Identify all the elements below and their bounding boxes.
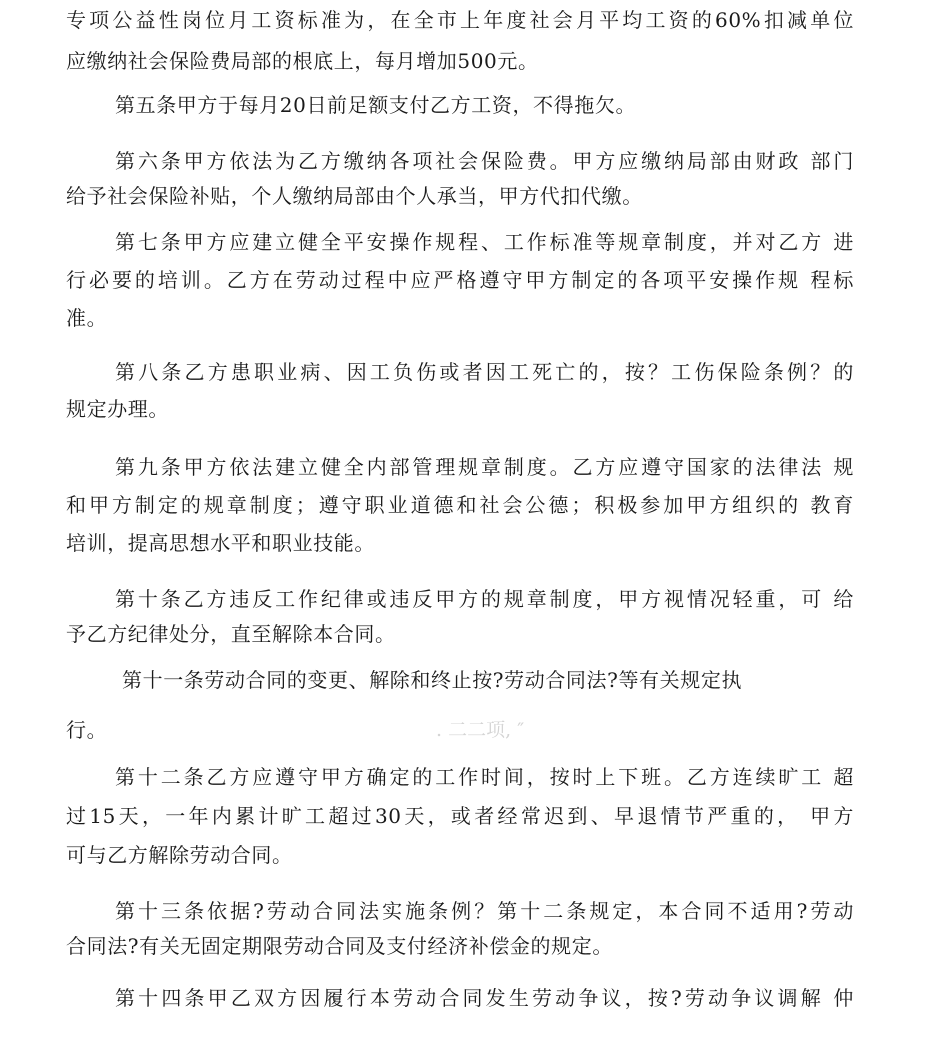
paragraph-line: 行。 bbox=[66, 718, 108, 742]
paragraph-line: 第十一条劳动合同的变更、解除和终止按?劳动合同法?等有关规定执 bbox=[122, 668, 743, 692]
paragraph-line: 行必要的培训。乙方在劳动过程中应严格遵守甲方制定的各项平安操作规 程标 bbox=[66, 268, 854, 292]
paragraph-line: 给予社会保险补贴，个人缴纳局部由个人承当，甲方代扣代缴。 bbox=[66, 184, 643, 208]
paragraph-line: 第十二条乙方应遵守甲方确定的工作时间，按时上下班。乙方连续旷工 超 bbox=[115, 765, 854, 789]
paragraph-line: 培训，提高思想水平和职业技能。 bbox=[66, 531, 375, 555]
paragraph-line: 第六条甲方依法为乙方缴纳各项社会保险费。甲方应缴纳局部由财政 部门 bbox=[115, 149, 854, 173]
paragraph-line: 规定办理。 bbox=[66, 397, 169, 421]
paragraph-line: 专项公益性岗位月工资标准为，在全市上年度社会月平均工资的60%扣减单位 bbox=[66, 8, 854, 32]
paragraph-line: 第七条甲方应建立健全平安操作规程、工作标准等规章制度，并对乙方 进 bbox=[115, 230, 854, 254]
paragraph-line: 和甲方制定的规章制度；遵守职业道德和社会公德；积极参加甲方组织的 教育 bbox=[66, 493, 854, 517]
paragraph-line: 第九条甲方依法建立健全内部管理规章制度。乙方应遵守国家的法律法 规 bbox=[115, 455, 854, 479]
faint-artifact-text: . 二二项, ″ bbox=[436, 719, 525, 741]
paragraph-line: 准。 bbox=[66, 306, 108, 330]
paragraph-line: 可与乙方解除劳动合同。 bbox=[66, 843, 293, 867]
paragraph-line: 应缴纳社会保险费局部的根底上，每月增加500元。 bbox=[66, 49, 539, 73]
paragraph-line: 第十条乙方违反工作纪律或违反甲方的规章制度，甲方视情况轻重，可 给 bbox=[115, 587, 854, 611]
paragraph-line: 第十四条甲乙双方因履行本劳动合同发生劳动争议，按?劳动争议调解 仲 bbox=[115, 986, 854, 1010]
paragraph-line: 第五条甲方于每月20日前足额支付乙方工资，不得拖欠。 bbox=[115, 93, 637, 117]
paragraph-line: 第十三条依据?劳动合同法实施条例？第十二条规定，本合同不适用?劳动 bbox=[115, 899, 854, 923]
paragraph-line: 予乙方纪律处分，直至解除本合同。 bbox=[66, 622, 396, 646]
paragraph-line: 合同法?有关无固定期限劳动合同及支付经济补偿金的规定。 bbox=[66, 934, 613, 958]
paragraph-line: 过15天，一年内累计旷工超过30天，或者经常迟到、早退情节严重的， 甲方 bbox=[66, 804, 854, 828]
paragraph-line: 第八条乙方患职业病、因工负伤或者因工死亡的，按？工伤保险条例？的 bbox=[115, 360, 854, 384]
